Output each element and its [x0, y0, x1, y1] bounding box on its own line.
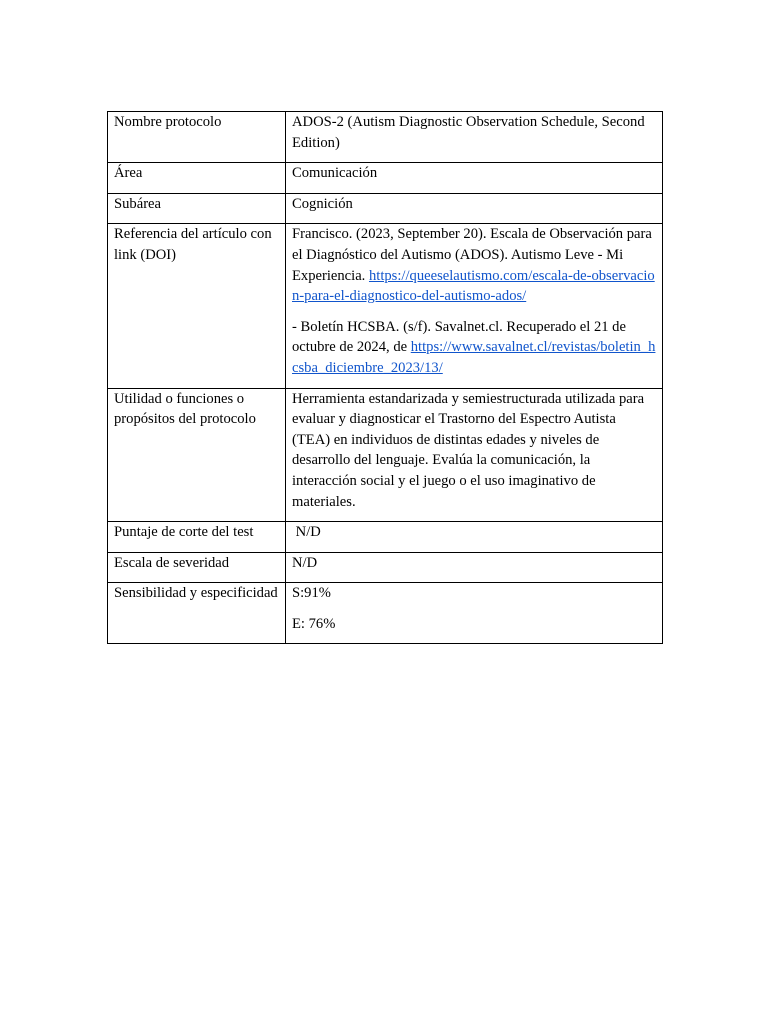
row-value-referencia: [286, 224, 663, 388]
row-value-puntaje: N/D: [286, 522, 663, 553]
table-row: [108, 163, 663, 194]
row-value-utilidad: Herramienta estandarizada y semiestructurada utilizada para evaluar y diagnosticar el Trastorno del Espectro Autista (TEA) en individuos de distintas edades y niveles de desarrollo del lenguaje. Evalúa la comunicación, la interacción social y el juego o el uso imaginativo de materiales.: [286, 388, 663, 522]
protocol-table: [107, 111, 663, 644]
row-label-referencia: Referencia del artículo con link (DOI): [108, 224, 286, 388]
row-value-area: Comunicación: [286, 163, 663, 194]
row-value-severidad: N/D: [286, 552, 663, 583]
row-value-subarea: Cognición: [286, 193, 663, 224]
reference-2: [292, 317, 656, 379]
row-label-nombre-protocolo: Nombre protocolo: [108, 112, 286, 163]
sensitivity-value: S:91%: [292, 585, 331, 602]
row-label-sensibilidad: Sensibilidad y especificidad: [108, 583, 286, 644]
table-row: [108, 552, 663, 583]
reference-1: [292, 224, 656, 306]
row-value-nombre-protocolo: ADOS-2 (Autism Diagnostic Observation Schedule, Second Edition): [286, 112, 663, 163]
row-label-severidad: Escala de severidad: [108, 552, 286, 583]
reference-2-link[interactable]: https://www.savalnet.cl/revistas/boletin_hcsba_diciembre_2023/13/: [292, 339, 656, 376]
reference-2-text: - Boletín HCSBA. (s/f). Savalnet.cl. Recuperado el 21 de octubre de 2024, de: [292, 318, 626, 356]
row-label-utilidad: Utilidad o funciones o propósitos del protocolo: [108, 388, 286, 522]
table-row: [108, 522, 663, 553]
row-value-sensibilidad: [286, 583, 663, 644]
table-row: [108, 224, 663, 388]
specificity-value: E: 76%: [292, 615, 336, 632]
reference-1-link[interactable]: https://queeselautismo.com/escala-de-observacion-para-el-diagnostico-del-autismo-ados/: [292, 267, 655, 305]
row-label-area: Área: [108, 163, 286, 194]
row-label-puntaje: Puntaje de corte del test: [108, 522, 286, 553]
table-row: [108, 583, 663, 644]
reference-1-text: Francisco. (2023, September 20). Escala de Observación para el Diagnóstico del Autismo (ADOS). Autismo Leve - Mi Experiencia.: [292, 226, 652, 284]
table-row: [108, 112, 663, 163]
row-label-subarea: Subárea: [108, 193, 286, 224]
table-row: [108, 388, 663, 522]
table-row: [108, 193, 663, 224]
